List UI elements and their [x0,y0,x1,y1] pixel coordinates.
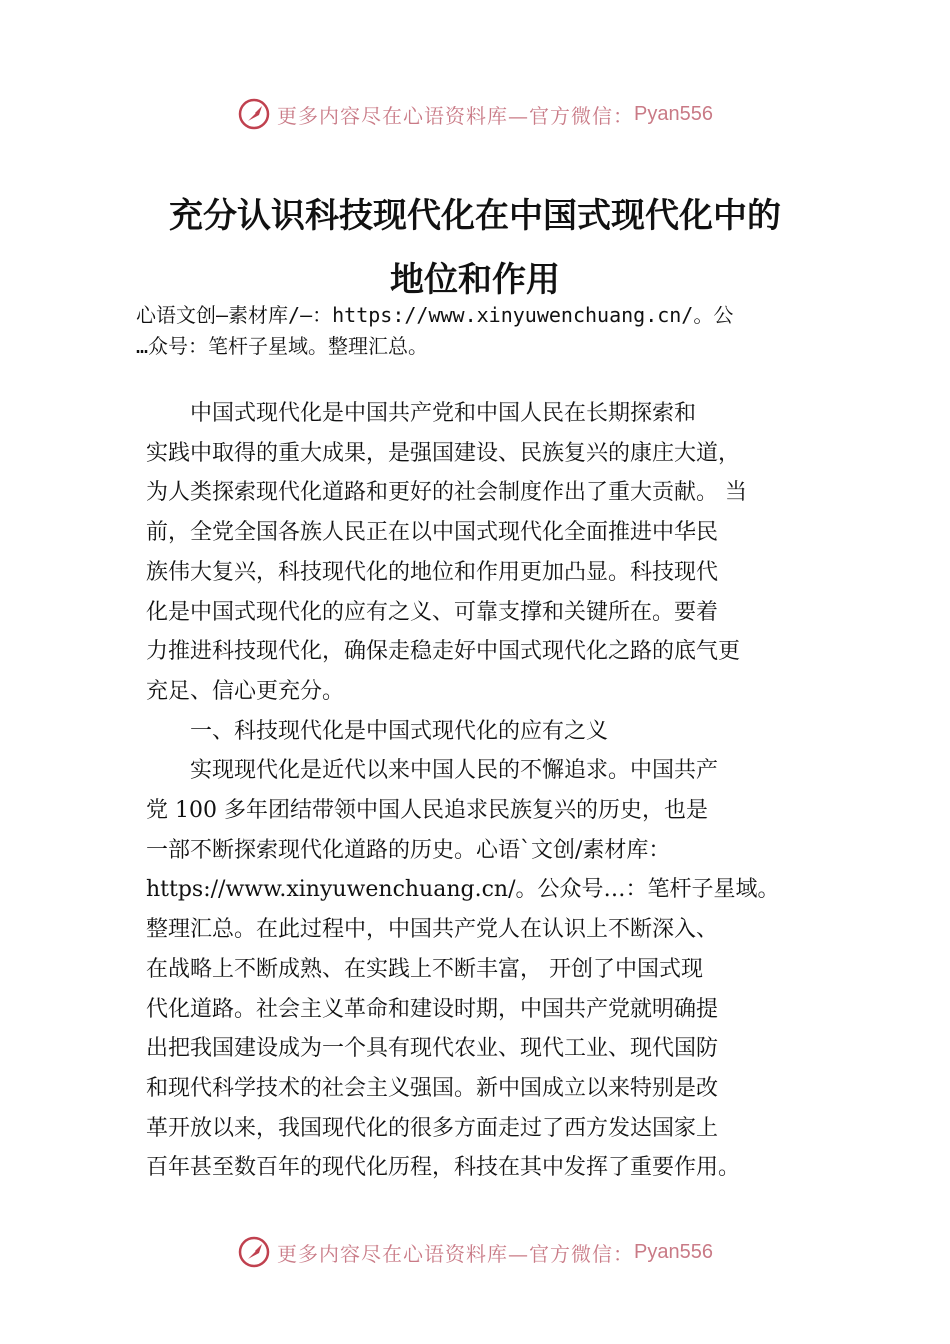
body-line: 和现代科学技术的社会主义强国。新中国成立以来特别是改 [146,1075,719,1101]
header-watermark-banner [0,94,950,134]
source-line: 心语文创—素材库/—：https://www.xinyuwenchuang.cn/。公 [136,303,734,327]
document-title-line-2: 地位和作用 [390,260,560,300]
source-line: …众号：笔杆子星域。整理汇总。 [136,334,429,358]
body-line: 党 100 多年团结带领中国人民追求民族复兴的历史，也是 [146,798,708,824]
body-line: 实践中取得的重大成果，是强国建设、民族复兴的康庄大道， [146,440,741,466]
body-line: 力推进科技现代化，确保走稳走好中国式现代化之路的底气更 [146,639,741,665]
banner-text: 更多内容尽在心语资料库—官方微信： [277,1241,635,1266]
section-heading: 一、科技现代化是中国式现代化的应有之义 [146,718,609,744]
body-line: 出把我国建设成为一个具有现代农业、现代工业、现代国防 [146,1036,719,1062]
banner-text: 更多内容尽在心语资料库—官方微信： [277,103,635,128]
quill-logo-icon [237,1235,271,1269]
body-line: 族伟大复兴，科技现代化的地位和作用更加凸显。科技现代 [146,559,719,585]
body-line: 实现现代化是近代以来中国人民的不懈追求。中国共产 [146,758,719,784]
body-line: 前，全党全国各族人民正在以中国式现代化全面推进中华民 [146,520,719,546]
source-attribution [136,300,836,362]
body-line: 在战略上不断成熟、在实践上不断丰富， 开创了中国式现 [146,956,703,982]
banner-wechat-id: Pyan556 [634,1240,713,1263]
body-text [146,394,826,1188]
body-line: 代化道路。社会主义革命和建设时期，中国共产党就明确提 [146,996,719,1022]
body-line: 百年甚至数百年的现代化历程，科技在其中发挥了重要作用。 [146,1155,741,1181]
body-line: 革开放以来，我国现代化的很多方面走过了西方发达国家上 [146,1115,719,1141]
body-line: 充足、信心更充分。 [146,678,345,704]
body-line: 中国式现代化是中国共产党和中国人民在长期探索和 [146,401,697,426]
body-line: https://www.xinyuwenchuang.cn/。公众号…：笔杆子星域。 [146,877,780,903]
body-line: 为人类探索现代化道路和更好的社会制度作出了重大贡献。 当 [146,480,747,506]
footer-watermark-banner [0,1232,950,1272]
banner-wechat-id: Pyan556 [634,102,713,125]
body-line: 整理汇总。在此过程中，中国共产党人在认识上不断深入、 [146,917,719,943]
body-line: 化是中国式现代化的应有之义、可靠支撑和关键所在。要着 [146,599,719,625]
document-title-line-1: 充分认识科技现代化在中国式现代化中的 [169,196,781,236]
quill-logo-icon [237,97,271,131]
body-line: 一部不断探索现代化道路的历史。心语`文创/素材库： [146,837,671,863]
